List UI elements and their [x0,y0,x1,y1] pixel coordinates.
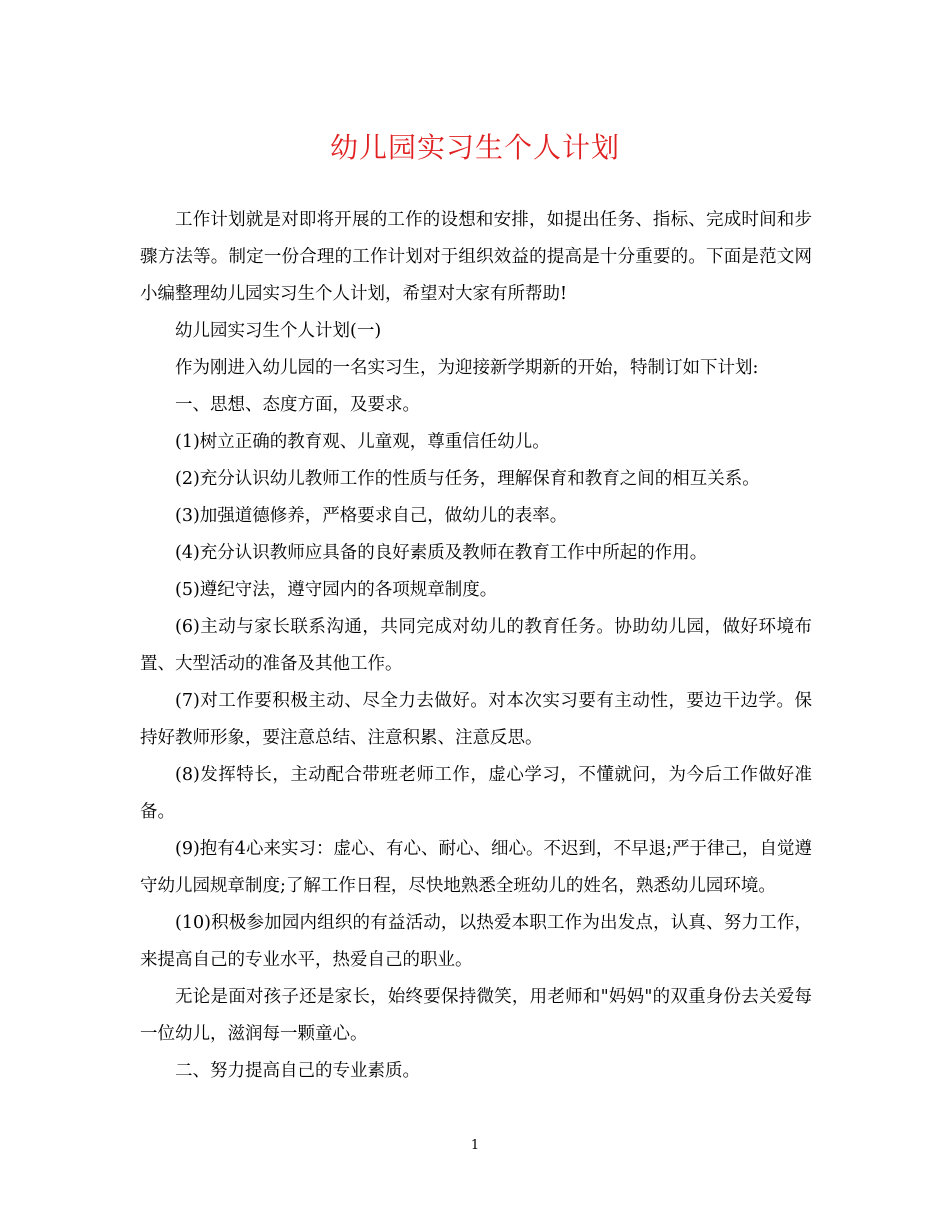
list-item: (3)加强道德修养，严格要求自己，做幼儿的表率。 [175,506,568,526]
list-item: (10)积极参加园内组织的有益活动，以热爱本职工作为出发点，认真、努力工作，来提高自己的专业水平，热爱自己的职业。 [140,913,812,970]
list-item: (4)充分认识教师应具备的良好素质及教师在教育工作中所起的作用。 [175,543,708,563]
section-heading-professional: 二、努力提高自己的专业素质。 [175,1061,420,1081]
list-item: (7)对工作要积极主动、尽全力去做好。对本次实习要有主动性，要边干边学。保持好教师形象，要注意总结、注意积累、注意反思。 [140,691,812,748]
document-title: 幼儿园实习生个人计划 [329,131,620,164]
plan-intro-paragraph: 作为刚进入幼儿园的一名实习生，为迎接新学期新的开始，特制订如下计划: [175,358,759,378]
list-item: (8)发挥特长，主动配合带班老师工作，虚心学习，不懂就问，为今后工作做好准备。 [140,765,812,822]
document-body [140,202,812,1090]
page-number: 1 [470,1138,480,1153]
list-item: (6)主动与家长联系沟通，共同完成对幼儿的教育任务。协助幼儿园，做好环境布置、大型活动的准备及其他工作。 [140,617,812,674]
list-item: (5)遵纪守法，遵守园内的各项规章制度。 [175,580,498,600]
section-heading-plan-one: 幼儿园实习生个人计划(一) [175,321,382,341]
list-item: (2)充分认识幼儿教师工作的性质与任务，理解保育和教育之间的相互关系。 [175,469,760,489]
list-item: (9)抱有4心来实习：虚心、有心、耐心、细心。不迟到，不早退;严于律己，自觉遵守幼儿园规章制度;了解工作日程，尽快地熟悉全班幼儿的姓名，熟悉幼儿园环境。 [140,839,812,896]
intro-paragraph: 工作计划就是对即将开展的工作的设想和安排，如提出任务、指标、完成时间和步骤方法等。制定一份合理的工作计划对于组织效益的提高是十分重要的。下面是范文网小编整理幼儿园实习生个人计划，希望对大家有所帮助! [140,210,812,304]
closing-paragraph: 无论是面对孩子还是家长，始终要保持微笑，用老师和"妈妈"的双重身份去关爱每一位幼儿，滋润每一颗童心。 [140,987,812,1044]
section-heading-attitude: 一、思想、态度方面，及要求。 [175,395,420,415]
list-item: (1)树立正确的教育观、儿童观，尊重信任幼儿。 [175,432,550,452]
